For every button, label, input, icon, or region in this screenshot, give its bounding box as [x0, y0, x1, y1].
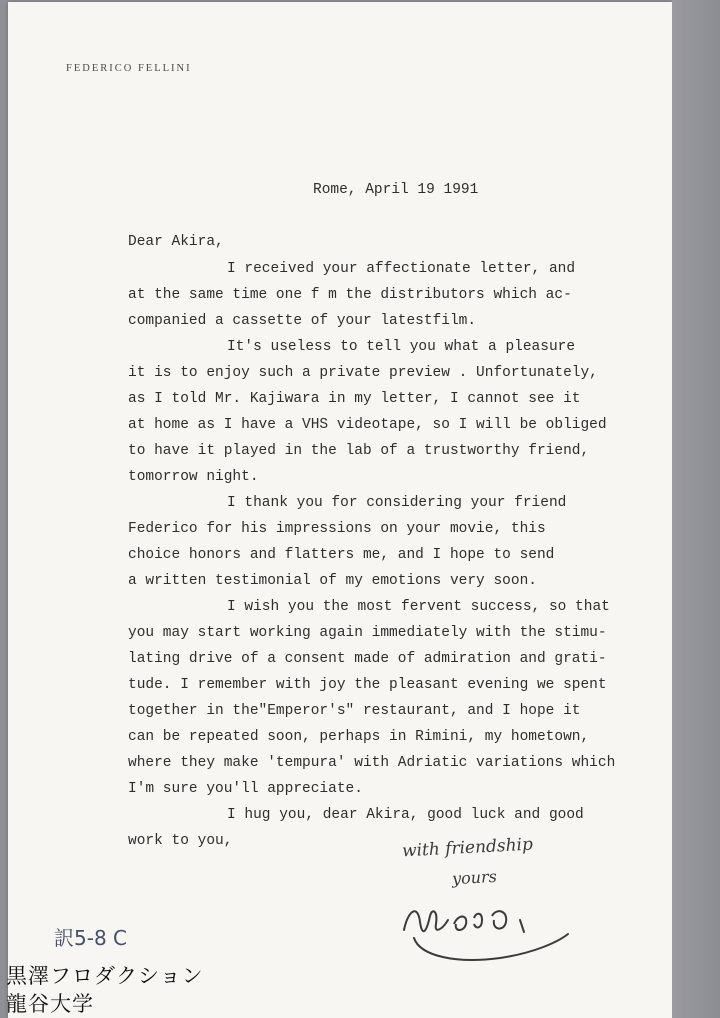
body-line: tomorrow night.	[128, 469, 259, 485]
dateline: Rome, April 19 1991	[313, 182, 479, 198]
body-line: I hug you, dear Akira, good luck and good	[227, 807, 584, 823]
body-line: work to you,	[128, 833, 233, 849]
archive-reference: 訳5-8 C	[54, 926, 127, 950]
body-line: can be repeated soon, perhaps in Rimini, my hometown,	[128, 729, 590, 745]
body-line: I thank you for considering your friend	[227, 495, 567, 511]
body-line: to have it played in the lab of a trustworthy friend,	[128, 443, 590, 459]
body-line: I received your affectionate letter, and	[227, 261, 576, 277]
body-line: a written testimonial of my emotions very soon.	[128, 573, 537, 589]
body-line: at the same time one f m the distributors which ac-	[128, 287, 572, 303]
watermark-line-2: 龍谷大学	[6, 992, 94, 1016]
handwritten-closing: with friendship	[401, 834, 534, 862]
body-line: as I told Mr. Kajiwara in my letter, I cannot see it	[128, 391, 581, 407]
salutation: Dear Akira,	[128, 234, 224, 250]
body-line: at home as I have a VHS videotape, so I will be obliged	[128, 417, 607, 433]
body-line: I wish you the most fervent success, so that	[227, 599, 610, 615]
handwritten-yours: yours	[451, 866, 498, 889]
body-line: you may start working again immediately with the stimu-	[128, 625, 607, 641]
body-line: choice honors and flatters me, and I hope to send	[128, 547, 555, 563]
body-line: tude. I remember with joy the pleasant evening we spent	[128, 677, 607, 693]
body-line: Federico for his impressions on your movie, this	[128, 521, 546, 537]
body-line: where they make 'tempura' with Adriatic variations which	[128, 755, 616, 771]
body-line: It's useless to tell you what a pleasure	[227, 339, 576, 355]
letterhead: FEDERICO FELLINI	[66, 63, 192, 74]
body-line: it is to enjoy such a private preview . Unfortunately,	[128, 365, 598, 381]
body-line: together in the"Emperor's" restaurant, and I hope it	[128, 703, 581, 719]
scan-background	[672, 0, 720, 1018]
body-line: I'm sure you'll appreciate.	[128, 781, 363, 797]
watermark-line-1: 黒澤フロダクション	[6, 964, 204, 988]
body-line: companied a cassette of your latestfilm.	[128, 313, 477, 329]
signature-image	[396, 890, 586, 970]
body-line: lating drive of a consent made of admiration and grati-	[128, 651, 607, 667]
